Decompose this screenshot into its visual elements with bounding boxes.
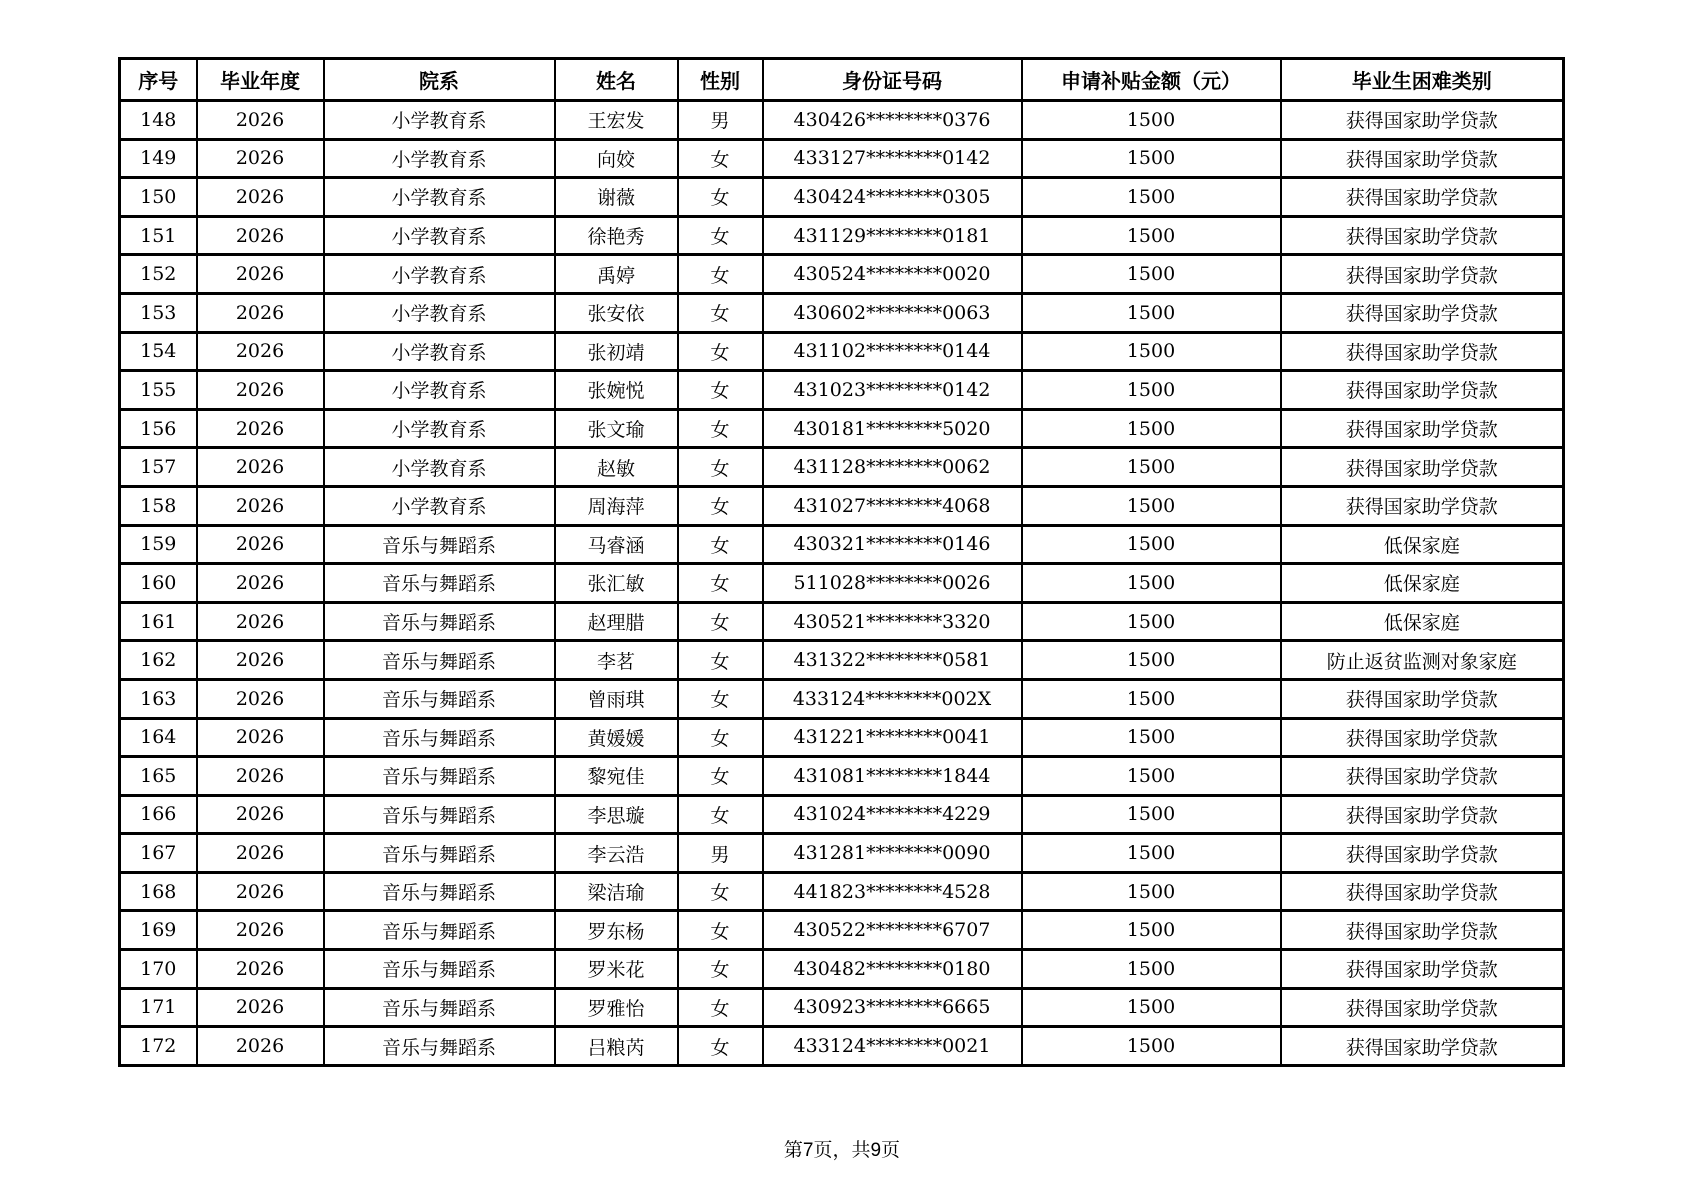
- cell-amount: 1500: [1022, 795, 1281, 834]
- table-row: [120, 332, 1564, 371]
- cell-department: 音乐与舞蹈系: [324, 988, 555, 1027]
- column-header-department: 院系: [324, 59, 555, 101]
- cell-gender: 女: [678, 679, 763, 718]
- cell-name: 王宏发: [555, 101, 678, 140]
- cell-id-number: 433127********0142: [763, 139, 1022, 178]
- cell-name: 吕粮芮: [555, 1027, 678, 1066]
- cell-id-number: 431221********0041: [763, 718, 1022, 757]
- cell-year: 2026: [197, 216, 324, 255]
- cell-department: 音乐与舞蹈系: [324, 679, 555, 718]
- cell-department: 小学教育系: [324, 448, 555, 487]
- cell-category: 获得国家助学贷款: [1281, 178, 1564, 217]
- cell-amount: 1500: [1022, 371, 1281, 410]
- cell-id-number: 430482********0180: [763, 950, 1022, 989]
- cell-year: 2026: [197, 255, 324, 294]
- cell-serial: 156: [120, 409, 197, 448]
- cell-serial: 151: [120, 216, 197, 255]
- cell-gender: 女: [678, 564, 763, 603]
- table-row: [120, 178, 1564, 217]
- cell-serial: 161: [120, 602, 197, 641]
- cell-amount: 1500: [1022, 448, 1281, 487]
- cell-name: 罗东杨: [555, 911, 678, 950]
- cell-category: 获得国家助学贷款: [1281, 1027, 1564, 1066]
- cell-department: 小学教育系: [324, 332, 555, 371]
- cell-category: 获得国家助学贷款: [1281, 332, 1564, 371]
- table-row: [120, 834, 1564, 873]
- cell-year: 2026: [197, 525, 324, 564]
- cell-year: 2026: [197, 602, 324, 641]
- cell-amount: 1500: [1022, 255, 1281, 294]
- cell-id-number: 433124********002X: [763, 679, 1022, 718]
- cell-name: 黄媛媛: [555, 718, 678, 757]
- cell-id-number: 431081********1844: [763, 757, 1022, 796]
- cell-id-number: 430923********6665: [763, 988, 1022, 1027]
- cell-name: 黎宛佳: [555, 757, 678, 796]
- cell-category: 获得国家助学贷款: [1281, 872, 1564, 911]
- cell-amount: 1500: [1022, 486, 1281, 525]
- cell-id-number: 431129********0181: [763, 216, 1022, 255]
- cell-name: 张初靖: [555, 332, 678, 371]
- cell-id-number: 430602********0063: [763, 293, 1022, 332]
- cell-year: 2026: [197, 101, 324, 140]
- cell-category: 获得国家助学贷款: [1281, 216, 1564, 255]
- table-row: [120, 293, 1564, 332]
- table-row: [120, 718, 1564, 757]
- table-row: [120, 1027, 1564, 1066]
- cell-department: 小学教育系: [324, 371, 555, 410]
- page-indicator: 第7页，共9页: [783, 1140, 901, 1161]
- cell-serial: 165: [120, 757, 197, 796]
- table-row: [120, 564, 1564, 603]
- cell-category: 获得国家助学贷款: [1281, 293, 1564, 332]
- cell-gender: 女: [678, 872, 763, 911]
- table-row: [120, 371, 1564, 410]
- table-row: [120, 139, 1564, 178]
- cell-year: 2026: [197, 679, 324, 718]
- header-row: [120, 59, 1564, 101]
- cell-name: 曾雨琪: [555, 679, 678, 718]
- cell-year: 2026: [197, 409, 324, 448]
- cell-department: 小学教育系: [324, 178, 555, 217]
- cell-amount: 1500: [1022, 834, 1281, 873]
- cell-category: 获得国家助学贷款: [1281, 795, 1564, 834]
- cell-name: 李云浩: [555, 834, 678, 873]
- cell-name: 谢薇: [555, 178, 678, 217]
- cell-category: 低保家庭: [1281, 525, 1564, 564]
- cell-year: 2026: [197, 139, 324, 178]
- cell-gender: 女: [678, 371, 763, 410]
- cell-gender: 女: [678, 178, 763, 217]
- cell-year: 2026: [197, 178, 324, 217]
- cell-serial: 166: [120, 795, 197, 834]
- cell-name: 罗雅怡: [555, 988, 678, 1027]
- cell-id-number: 431102********0144: [763, 332, 1022, 371]
- cell-amount: 1500: [1022, 101, 1281, 140]
- cell-gender: 女: [678, 911, 763, 950]
- cell-serial: 150: [120, 178, 197, 217]
- cell-category: 低保家庭: [1281, 564, 1564, 603]
- table-row: [120, 525, 1564, 564]
- cell-serial: 157: [120, 448, 197, 487]
- cell-gender: 男: [678, 834, 763, 873]
- table-row: [120, 409, 1564, 448]
- cell-amount: 1500: [1022, 950, 1281, 989]
- table-row: [120, 757, 1564, 796]
- cell-category: 获得国家助学贷款: [1281, 911, 1564, 950]
- table-row: [120, 911, 1564, 950]
- cell-id-number: 431322********0581: [763, 641, 1022, 680]
- column-header-amount: 申请补贴金额（元）: [1022, 59, 1281, 101]
- cell-serial: 159: [120, 525, 197, 564]
- cell-department: 小学教育系: [324, 293, 555, 332]
- cell-name: 赵理腊: [555, 602, 678, 641]
- cell-year: 2026: [197, 757, 324, 796]
- cell-name: 徐艳秀: [555, 216, 678, 255]
- table-row: [120, 101, 1564, 140]
- cell-category: 获得国家助学贷款: [1281, 139, 1564, 178]
- cell-serial: 171: [120, 988, 197, 1027]
- column-header-category: 毕业生困难类别: [1281, 59, 1564, 101]
- cell-amount: 1500: [1022, 564, 1281, 603]
- cell-category: 获得国家助学贷款: [1281, 486, 1564, 525]
- cell-amount: 1500: [1022, 216, 1281, 255]
- cell-id-number: 430181********5020: [763, 409, 1022, 448]
- cell-gender: 女: [678, 1027, 763, 1066]
- cell-category: 获得国家助学贷款: [1281, 950, 1564, 989]
- cell-category: 获得国家助学贷款: [1281, 757, 1564, 796]
- cell-serial: 152: [120, 255, 197, 294]
- cell-name: 梁洁瑜: [555, 872, 678, 911]
- cell-category: 获得国家助学贷款: [1281, 988, 1564, 1027]
- graduate-subsidy-table: [118, 57, 1565, 1067]
- cell-serial: 162: [120, 641, 197, 680]
- cell-id-number: 430426********0376: [763, 101, 1022, 140]
- cell-department: 音乐与舞蹈系: [324, 1027, 555, 1066]
- cell-gender: 女: [678, 139, 763, 178]
- cell-id-number: 433124********0021: [763, 1027, 1022, 1066]
- cell-serial: 160: [120, 564, 197, 603]
- cell-name: 罗米花: [555, 950, 678, 989]
- cell-name: 禹婷: [555, 255, 678, 294]
- cell-category: 获得国家助学贷款: [1281, 101, 1564, 140]
- cell-gender: 女: [678, 255, 763, 294]
- column-header-gender: 性别: [678, 59, 763, 101]
- cell-department: 音乐与舞蹈系: [324, 911, 555, 950]
- cell-category: 获得国家助学贷款: [1281, 679, 1564, 718]
- column-header-id-number: 身份证号码: [763, 59, 1022, 101]
- cell-department: 音乐与舞蹈系: [324, 641, 555, 680]
- cell-year: 2026: [197, 448, 324, 487]
- cell-category: 获得国家助学贷款: [1281, 255, 1564, 294]
- cell-id-number: 430424********0305: [763, 178, 1022, 217]
- table-row: [120, 795, 1564, 834]
- table-row: [120, 988, 1564, 1027]
- cell-year: 2026: [197, 486, 324, 525]
- cell-year: 2026: [197, 950, 324, 989]
- cell-category: 获得国家助学贷款: [1281, 448, 1564, 487]
- cell-id-number: 431128********0062: [763, 448, 1022, 487]
- cell-year: 2026: [197, 293, 324, 332]
- cell-amount: 1500: [1022, 641, 1281, 680]
- table-row: [120, 602, 1564, 641]
- cell-year: 2026: [197, 988, 324, 1027]
- cell-name: 周海萍: [555, 486, 678, 525]
- cell-name: 张汇敏: [555, 564, 678, 603]
- cell-serial: 149: [120, 139, 197, 178]
- cell-amount: 1500: [1022, 139, 1281, 178]
- cell-id-number: 430524********0020: [763, 255, 1022, 294]
- cell-amount: 1500: [1022, 293, 1281, 332]
- cell-year: 2026: [197, 1027, 324, 1066]
- cell-department: 音乐与舞蹈系: [324, 564, 555, 603]
- cell-id-number: 511028********0026: [763, 564, 1022, 603]
- cell-gender: 女: [678, 641, 763, 680]
- cell-department: 音乐与舞蹈系: [324, 950, 555, 989]
- cell-amount: 1500: [1022, 602, 1281, 641]
- cell-amount: 1500: [1022, 1027, 1281, 1066]
- cell-amount: 1500: [1022, 718, 1281, 757]
- cell-year: 2026: [197, 911, 324, 950]
- cell-gender: 女: [678, 332, 763, 371]
- cell-id-number: 431024********4229: [763, 795, 1022, 834]
- cell-year: 2026: [197, 371, 324, 410]
- cell-amount: 1500: [1022, 988, 1281, 1027]
- cell-gender: 女: [678, 409, 763, 448]
- cell-amount: 1500: [1022, 679, 1281, 718]
- cell-serial: 155: [120, 371, 197, 410]
- cell-serial: 154: [120, 332, 197, 371]
- table-row: [120, 255, 1564, 294]
- cell-gender: 女: [678, 718, 763, 757]
- cell-serial: 164: [120, 718, 197, 757]
- cell-gender: 女: [678, 486, 763, 525]
- cell-amount: 1500: [1022, 525, 1281, 564]
- cell-amount: 1500: [1022, 872, 1281, 911]
- cell-gender: 女: [678, 448, 763, 487]
- cell-amount: 1500: [1022, 757, 1281, 796]
- cell-category: 获得国家助学贷款: [1281, 834, 1564, 873]
- cell-department: 音乐与舞蹈系: [324, 834, 555, 873]
- cell-department: 音乐与舞蹈系: [324, 757, 555, 796]
- cell-category: 获得国家助学贷款: [1281, 371, 1564, 410]
- cell-gender: 女: [678, 757, 763, 796]
- cell-serial: 167: [120, 834, 197, 873]
- cell-id-number: 441823********4528: [763, 872, 1022, 911]
- cell-serial: 163: [120, 679, 197, 718]
- cell-gender: 女: [678, 988, 763, 1027]
- cell-year: 2026: [197, 718, 324, 757]
- cell-gender: 女: [678, 216, 763, 255]
- cell-year: 2026: [197, 564, 324, 603]
- cell-department: 音乐与舞蹈系: [324, 602, 555, 641]
- cell-amount: 1500: [1022, 178, 1281, 217]
- cell-amount: 1500: [1022, 911, 1281, 950]
- table-row: [120, 950, 1564, 989]
- cell-department: 小学教育系: [324, 255, 555, 294]
- table-row: [120, 216, 1564, 255]
- column-header-serial: 序号: [120, 59, 197, 101]
- cell-id-number: 430522********6707: [763, 911, 1022, 950]
- table-row: [120, 448, 1564, 487]
- cell-department: 小学教育系: [324, 101, 555, 140]
- cell-year: 2026: [197, 834, 324, 873]
- cell-serial: 170: [120, 950, 197, 989]
- table-row: [120, 641, 1564, 680]
- column-header-year: 毕业年度: [197, 59, 324, 101]
- cell-id-number: 431281********0090: [763, 834, 1022, 873]
- cell-serial: 158: [120, 486, 197, 525]
- cell-year: 2026: [197, 872, 324, 911]
- cell-serial: 148: [120, 101, 197, 140]
- cell-name: 张文瑜: [555, 409, 678, 448]
- cell-gender: 女: [678, 795, 763, 834]
- cell-amount: 1500: [1022, 332, 1281, 371]
- cell-name: 张安依: [555, 293, 678, 332]
- cell-id-number: 431027********4068: [763, 486, 1022, 525]
- cell-category: 获得国家助学贷款: [1281, 409, 1564, 448]
- cell-name: 李茗: [555, 641, 678, 680]
- cell-year: 2026: [197, 795, 324, 834]
- cell-gender: 女: [678, 950, 763, 989]
- cell-department: 小学教育系: [324, 409, 555, 448]
- cell-id-number: 430321********0146: [763, 525, 1022, 564]
- cell-serial: 168: [120, 872, 197, 911]
- cell-id-number: 431023********0142: [763, 371, 1022, 410]
- cell-name: 向姣: [555, 139, 678, 178]
- cell-name: 李思璇: [555, 795, 678, 834]
- cell-name: 马睿涵: [555, 525, 678, 564]
- cell-serial: 172: [120, 1027, 197, 1066]
- cell-department: 音乐与舞蹈系: [324, 525, 555, 564]
- cell-department: 音乐与舞蹈系: [324, 872, 555, 911]
- table-row: [120, 486, 1564, 525]
- cell-year: 2026: [197, 332, 324, 371]
- cell-department: 音乐与舞蹈系: [324, 795, 555, 834]
- cell-department: 小学教育系: [324, 486, 555, 525]
- cell-serial: 153: [120, 293, 197, 332]
- cell-category: 防止返贫监测对象家庭: [1281, 641, 1564, 680]
- cell-id-number: 430521********3320: [763, 602, 1022, 641]
- cell-department: 音乐与舞蹈系: [324, 718, 555, 757]
- cell-department: 小学教育系: [324, 216, 555, 255]
- column-header-name: 姓名: [555, 59, 678, 101]
- cell-name: 赵敏: [555, 448, 678, 487]
- cell-serial: 169: [120, 911, 197, 950]
- table-row: [120, 679, 1564, 718]
- cell-amount: 1500: [1022, 409, 1281, 448]
- cell-year: 2026: [197, 641, 324, 680]
- table-row: [120, 872, 1564, 911]
- cell-gender: 女: [678, 602, 763, 641]
- cell-gender: 女: [678, 293, 763, 332]
- cell-name: 张婉悦: [555, 371, 678, 410]
- cell-category: 低保家庭: [1281, 602, 1564, 641]
- cell-gender: 男: [678, 101, 763, 140]
- cell-department: 小学教育系: [324, 139, 555, 178]
- cell-category: 获得国家助学贷款: [1281, 718, 1564, 757]
- cell-gender: 女: [678, 525, 763, 564]
